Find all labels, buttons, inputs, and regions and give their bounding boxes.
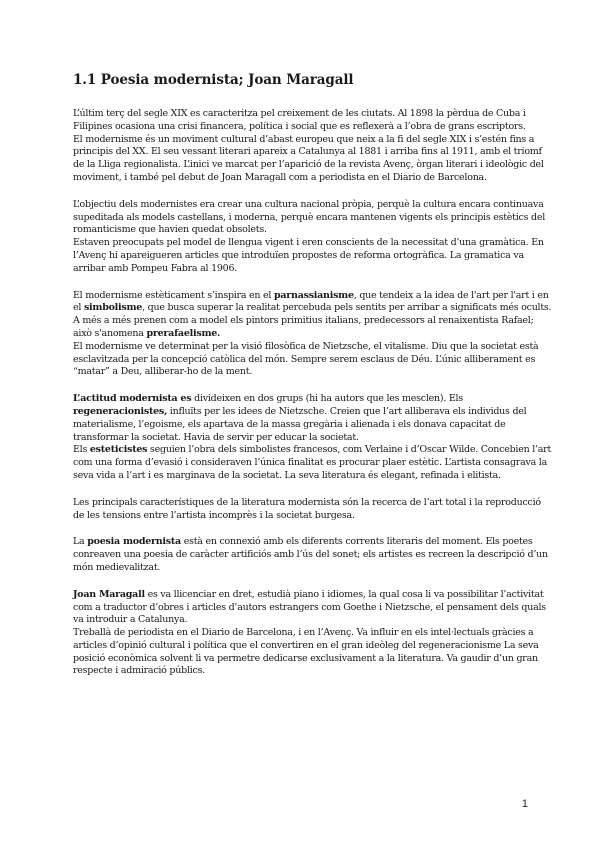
paragraph-aesthetics: El modernisme estèticament s’inspira en el parnassianisme, que tendeix a la idea de l'art per l'art i en el simbolisme, que busca superar la realitat percebuda pels sentits per arribar a significats més ocults. A més a més prenen com a model els pintors primitius italians, predecessors al renaixentista Rafael; això s'anomena prerafaelisme. [73, 289, 552, 339]
term-regeneracionistes: regeneracionistes, [73, 405, 168, 417]
paragraph-maragall-bio: Joan Maragall es va llicenciar en dret, estudià piano i idiomes, la qual cosa li va possibilitar l’activitat com a traductor d’obres i articles d’autors estrangers com Goethe i Nietzsche, el pensament dels quals va introduir a Catalunya. [73, 588, 546, 626]
paragraph-poesia-modernista: La poesia modernista està en connexió amb els diferents corrents literaris del moment. Els poetes conreaven una poesia de caràcter artificiós amb l’ús del sonet; els artistes es recreen la descripció d’un món medievalitzat. [73, 536, 548, 573]
paragraph-nietzsche: El modernisme ve determinat per la visió filosòfica de Nietzsche, el vitalisme. Diu que la societat està esclavitzada per la concepció catòlica del món. Sempre serem esclaus de Déu. L’únic alliberament es “matar” a Deu, alliberar-ho de la ment. [73, 340, 539, 378]
term-poesia-modernista: poesia modernista [87, 536, 181, 548]
paragraph-language-model: Estaven preocupats pel model de llengua vigent i eren conscients de la necessitat d’una gramàtica. En l’Avenç hi apareigueren articles que introduïen propostes de reforma ortogràfica. La gramatica va arribar amb Pompeu Fabra al 1906. [73, 237, 544, 274]
term-joan-maragall: Joan Maragall [73, 588, 145, 600]
term-parnassianisme: parnassianisme [273, 289, 354, 301]
paragraph-maragall-career: Treballà de periodista en el Diario de Barcelona, i en l’Avenç. Va influir en els intel·lectuals gràcies a articles d’opinió cultural i política que el convertiren en el gran ideòleg del regeneracionisme La seva posició econòmica solvent li va permetre dedicarse exclusivament a la literatura. Va gaudir d’un gran respecte i admiració públics. [73, 627, 539, 677]
term-esteticistes: esteticistes [89, 444, 148, 456]
paragraph-context: L’últim terç del segle XIX es caracteritza pel creixement de les ciutats. Al 1898 la pèrdua de Cuba i Filipines ocasiona una crisi financera, política i social que es reflexerà a l’obra de grans escriptors. [73, 108, 526, 132]
page-number: 1 [521, 798, 528, 810]
term-actitud-modernista: L’actitud modernista es [73, 393, 192, 405]
paragraph-characteristics: Les principals característiques de la literatura modernista són la recerca de l’art total i la reproducció de les tensions entre l’artista incomprès i la societat burgesa. [73, 496, 541, 521]
term-simbolisme: simbolisme [83, 302, 143, 314]
paragraph-modernisme-definition: El modernisme és un moviment cultural d’abast europeu que neix a la fi del segle XIX i s’estén fins a principis del XX. El seu vessant literari apareix a Catalunya al 1881 i arriba fins al 1911, amb el triomf de la Lliga regionalista. L’inici ve marcat per l’aparició de la revista Avenç, òrgan literari i ideològic del moviment, i també pel debut de Joan Maragall com a periodista en el Diario de Barcelona. [73, 133, 544, 183]
term-prerafaelisme: prerafaelisme. [146, 327, 221, 339]
paragraph-attitude: L’actitud modernista es divideixen en dos grups (hi ha autors que les mesclen). Els regeneracionistes, influïts per les idees de Nietzsche. Creien que l’art alliberava els individus del materialisme, l’egoisme, els apartava de la massa gregària i alienada i els donava capacitat de transformar la societat. Havia de servir per educar la societat. [73, 393, 527, 443]
paragraph-esteticistes: Els esteticistes seguien l’obra dels simbolistes francesos, com Verlaine i d’Oscar Wilde. Concebien l’art com una forma d’evasió i consideraven l’única finalitat es procurar plaer estètic. L’artista consagrava la seva vida a l’art i es marginava de la societat. La seva literatura és elegant, refinada i elitista. [73, 444, 552, 481]
document-body [73, 72, 553, 678]
section-heading: 1.1 Poesia modernista; Joan Maragall [73, 72, 354, 88]
paragraph-objective: L’objectiu dels modernistes era crear una cultura nacional pròpia, perquè la cultura encara continuava supeditada als models castellans, i moderna, perquè encara mantenen vigents els principis estètics del romanticisme que havien quedat obsolets. [73, 198, 545, 236]
